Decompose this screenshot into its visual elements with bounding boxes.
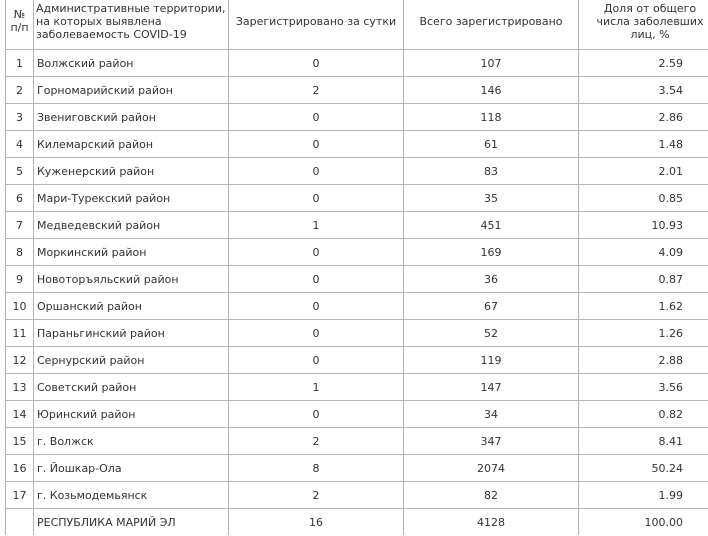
row-total: 67 bbox=[404, 293, 579, 320]
row-territory: Мари-Турекский район bbox=[34, 185, 229, 212]
row-number: 8 bbox=[6, 239, 34, 266]
covid-statistics-table bbox=[5, 0, 708, 535]
row-territory: Советский район bbox=[34, 374, 229, 401]
row-share: 0.87 bbox=[579, 266, 708, 293]
row-daily: 0 bbox=[229, 158, 404, 185]
table-row bbox=[6, 401, 708, 428]
row-share: 2.01 bbox=[579, 158, 708, 185]
row-daily: 0 bbox=[229, 131, 404, 158]
row-number: 9 bbox=[6, 266, 34, 293]
row-total: 52 bbox=[404, 320, 579, 347]
row-share: 3.56 bbox=[579, 374, 708, 401]
row-territory: Оршанский район bbox=[34, 293, 229, 320]
table-body bbox=[6, 50, 708, 536]
table-row bbox=[6, 158, 708, 185]
table-row bbox=[6, 455, 708, 482]
row-share: 0.85 bbox=[579, 185, 708, 212]
row-number: 11 bbox=[6, 320, 34, 347]
header-share: Доля от общего числа заболевших лиц, % bbox=[579, 0, 708, 50]
row-daily: 0 bbox=[229, 320, 404, 347]
row-daily: 0 bbox=[229, 293, 404, 320]
header-territory: Административные территории, на которых выявлена заболеваемость COVID-19 bbox=[34, 0, 229, 50]
row-total: 83 bbox=[404, 158, 579, 185]
table-row bbox=[6, 320, 708, 347]
header-number: № п/п bbox=[6, 0, 34, 50]
row-daily: 0 bbox=[229, 266, 404, 293]
row-total: 34 bbox=[404, 401, 579, 428]
row-territory: РЕСПУБЛИКА МАРИЙ ЭЛ bbox=[34, 509, 229, 536]
row-territory: Звениговский район bbox=[34, 104, 229, 131]
row-share: 2.86 bbox=[579, 104, 708, 131]
row-share: 1.62 bbox=[579, 293, 708, 320]
row-daily: 0 bbox=[229, 50, 404, 77]
row-daily: 16 bbox=[229, 509, 404, 536]
row-daily: 0 bbox=[229, 239, 404, 266]
row-total: 347 bbox=[404, 428, 579, 455]
row-share: 8.41 bbox=[579, 428, 708, 455]
table-row bbox=[6, 266, 708, 293]
row-total: 35 bbox=[404, 185, 579, 212]
row-territory: Килемарский район bbox=[34, 131, 229, 158]
header-total: Всего зарегистрировано bbox=[404, 0, 579, 50]
table-row bbox=[6, 509, 708, 536]
row-number: 15 bbox=[6, 428, 34, 455]
row-total: 147 bbox=[404, 374, 579, 401]
row-territory: Сернурский район bbox=[34, 347, 229, 374]
row-number: 3 bbox=[6, 104, 34, 131]
row-number: 4 bbox=[6, 131, 34, 158]
header-daily: Зарегистрировано за сутки bbox=[229, 0, 404, 50]
row-total: 119 bbox=[404, 347, 579, 374]
row-total: 169 bbox=[404, 239, 579, 266]
row-total: 61 bbox=[404, 131, 579, 158]
row-total: 451 bbox=[404, 212, 579, 239]
row-total: 146 bbox=[404, 77, 579, 104]
table-row bbox=[6, 50, 708, 77]
row-number: 5 bbox=[6, 158, 34, 185]
table-row bbox=[6, 293, 708, 320]
table-row bbox=[6, 104, 708, 131]
row-share: 100.00 bbox=[579, 509, 708, 536]
row-number: 16 bbox=[6, 455, 34, 482]
row-territory: г. Козьмодемьянск bbox=[34, 482, 229, 509]
table-row bbox=[6, 374, 708, 401]
table-header-row bbox=[6, 0, 708, 50]
row-total: 82 bbox=[404, 482, 579, 509]
row-number: 14 bbox=[6, 401, 34, 428]
row-number: 17 bbox=[6, 482, 34, 509]
row-number bbox=[6, 509, 34, 536]
row-number: 2 bbox=[6, 77, 34, 104]
row-daily: 2 bbox=[229, 77, 404, 104]
row-daily: 2 bbox=[229, 428, 404, 455]
row-territory: Моркинский район bbox=[34, 239, 229, 266]
row-daily: 8 bbox=[229, 455, 404, 482]
row-total: 118 bbox=[404, 104, 579, 131]
row-territory: Параньгинский район bbox=[34, 320, 229, 347]
row-daily: 2 bbox=[229, 482, 404, 509]
row-number: 13 bbox=[6, 374, 34, 401]
row-share: 3.54 bbox=[579, 77, 708, 104]
row-number: 7 bbox=[6, 212, 34, 239]
row-territory: Юринский район bbox=[34, 401, 229, 428]
row-share: 1.48 bbox=[579, 131, 708, 158]
table-row bbox=[6, 482, 708, 509]
table-row bbox=[6, 239, 708, 266]
row-territory: Куженерский район bbox=[34, 158, 229, 185]
row-territory: г. Волжск bbox=[34, 428, 229, 455]
row-share: 1.26 bbox=[579, 320, 708, 347]
row-share: 1.99 bbox=[579, 482, 708, 509]
table-row bbox=[6, 77, 708, 104]
row-share: 4.09 bbox=[579, 239, 708, 266]
row-share: 0.82 bbox=[579, 401, 708, 428]
row-daily: 0 bbox=[229, 185, 404, 212]
table-row bbox=[6, 185, 708, 212]
row-territory: Горномарийский район bbox=[34, 77, 229, 104]
row-daily: 0 bbox=[229, 104, 404, 131]
row-daily: 0 bbox=[229, 401, 404, 428]
row-territory: Новоторъяльский район bbox=[34, 266, 229, 293]
row-number: 6 bbox=[6, 185, 34, 212]
row-number: 10 bbox=[6, 293, 34, 320]
row-total: 107 bbox=[404, 50, 579, 77]
row-territory: г. Йошкар-Ола bbox=[34, 455, 229, 482]
table-row bbox=[6, 347, 708, 374]
row-total: 4128 bbox=[404, 509, 579, 536]
table-row bbox=[6, 428, 708, 455]
row-daily: 0 bbox=[229, 347, 404, 374]
table-row bbox=[6, 131, 708, 158]
row-territory: Волжский район bbox=[34, 50, 229, 77]
row-number: 1 bbox=[6, 50, 34, 77]
table-row bbox=[6, 212, 708, 239]
row-number: 12 bbox=[6, 347, 34, 374]
row-share: 2.59 bbox=[579, 50, 708, 77]
row-daily: 1 bbox=[229, 212, 404, 239]
row-daily: 1 bbox=[229, 374, 404, 401]
row-share: 50.24 bbox=[579, 455, 708, 482]
row-share: 2.88 bbox=[579, 347, 708, 374]
row-total: 36 bbox=[404, 266, 579, 293]
row-territory: Медведевский район bbox=[34, 212, 229, 239]
row-total: 2074 bbox=[404, 455, 579, 482]
row-share: 10.93 bbox=[579, 212, 708, 239]
